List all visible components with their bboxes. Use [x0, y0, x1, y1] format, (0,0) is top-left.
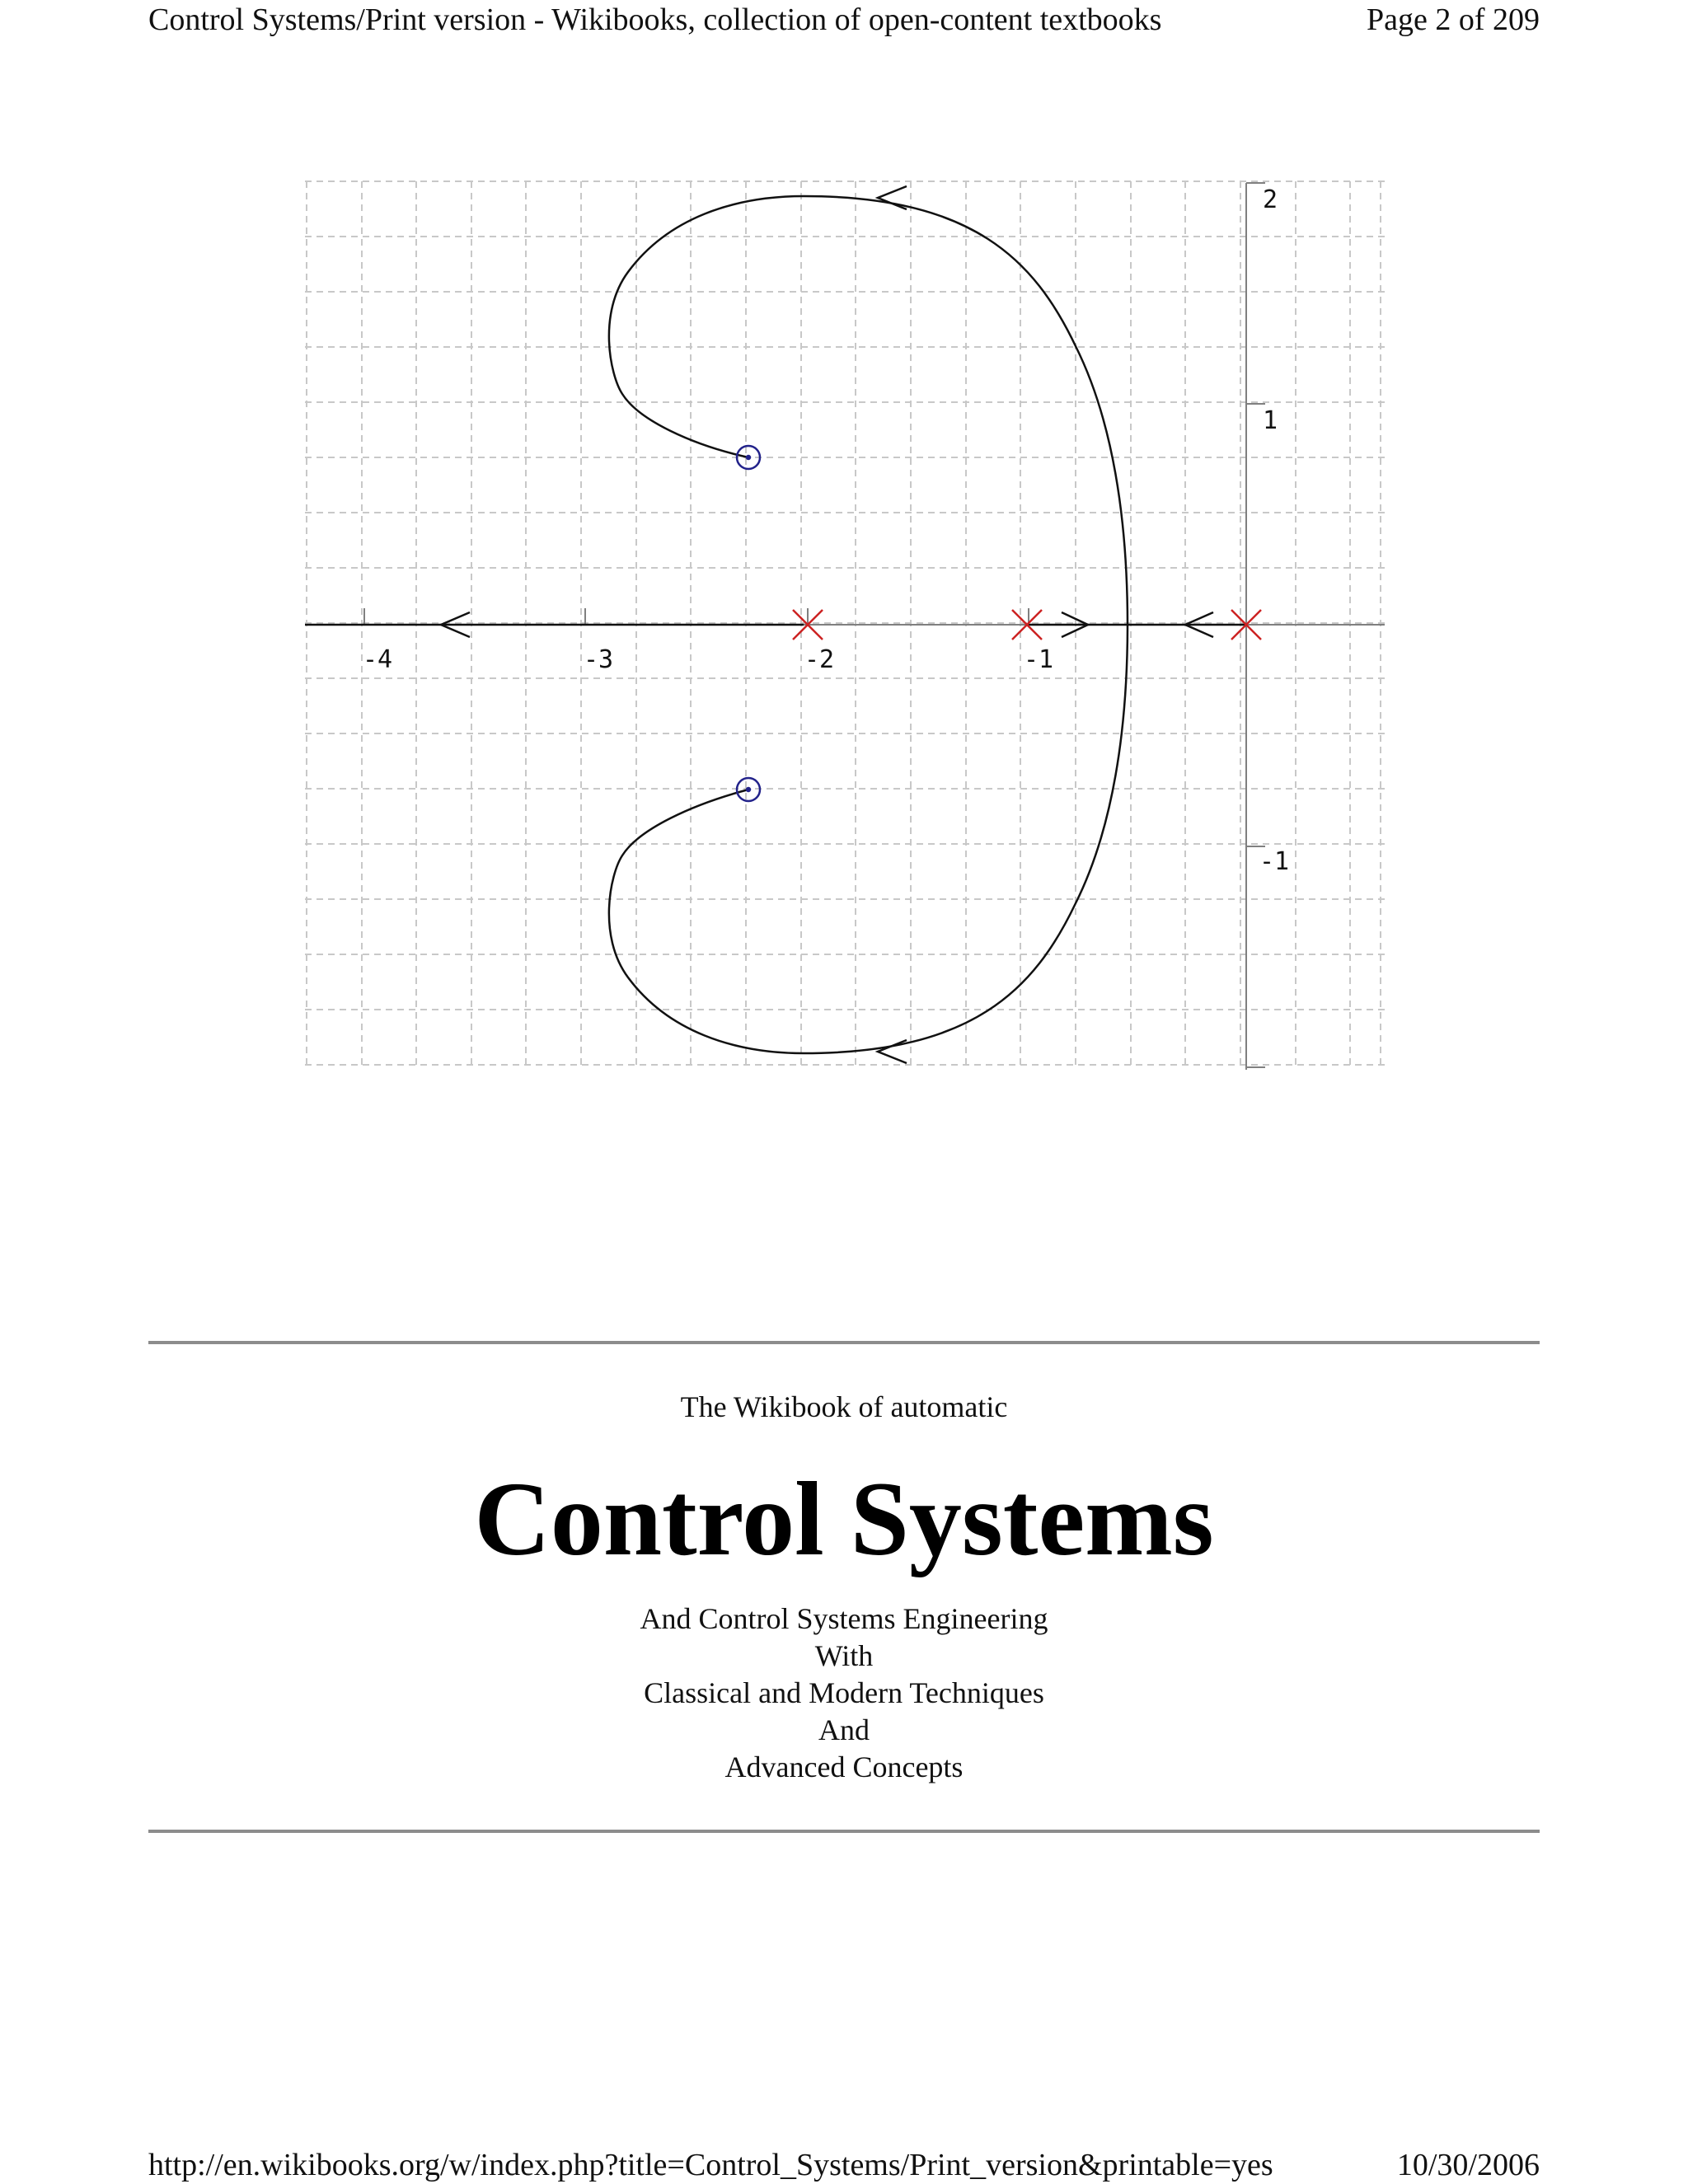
y-tick-label: 2	[1263, 185, 1278, 214]
locus-branch-lower	[609, 625, 1128, 1053]
tick-labels	[363, 185, 1289, 876]
divider-top	[148, 1341, 1540, 1344]
footer-url: http://en.wikibooks.org/w/index.php?title=Control_Systems/Print_version&printable=yes	[148, 2148, 1273, 2182]
x-tick-label: -2	[804, 645, 835, 674]
divider-bottom	[148, 1830, 1540, 1833]
locus-branches	[305, 196, 1246, 1053]
root-locus-figure	[305, 173, 1385, 1071]
x-tick-label: -1	[1024, 645, 1054, 674]
footer-date: 10/30/2006	[1396, 2148, 1540, 2182]
book-title: Control Systems	[474, 1460, 1214, 1577]
x-tick-label: -4	[363, 645, 393, 674]
subtitle-line: Classical and Modern Techniques	[644, 1676, 1044, 1709]
x-tick-label: -3	[584, 645, 614, 674]
subtitle-line: Advanced Concepts	[724, 1750, 964, 1783]
root-locus-plot	[305, 173, 1385, 1071]
subtitle-block	[0, 1601, 1688, 1786]
y-tick-label: -1	[1259, 847, 1290, 876]
page-number: Page 2 of 209	[1366, 2, 1540, 37]
locus-branch-upper	[609, 196, 1128, 625]
subtitle-line: And Control Systems Engineering	[640, 1602, 1048, 1635]
header-title: Control Systems/Print version - Wikibooks, collection of open-content textbooks	[148, 2, 1162, 37]
axes	[305, 183, 1385, 1070]
subtitle-line: And	[818, 1713, 870, 1746]
intro-text: The Wikibook of automatic	[680, 1390, 1008, 1423]
subtitle-line: With	[814, 1639, 874, 1672]
y-tick-label: 1	[1263, 406, 1278, 435]
